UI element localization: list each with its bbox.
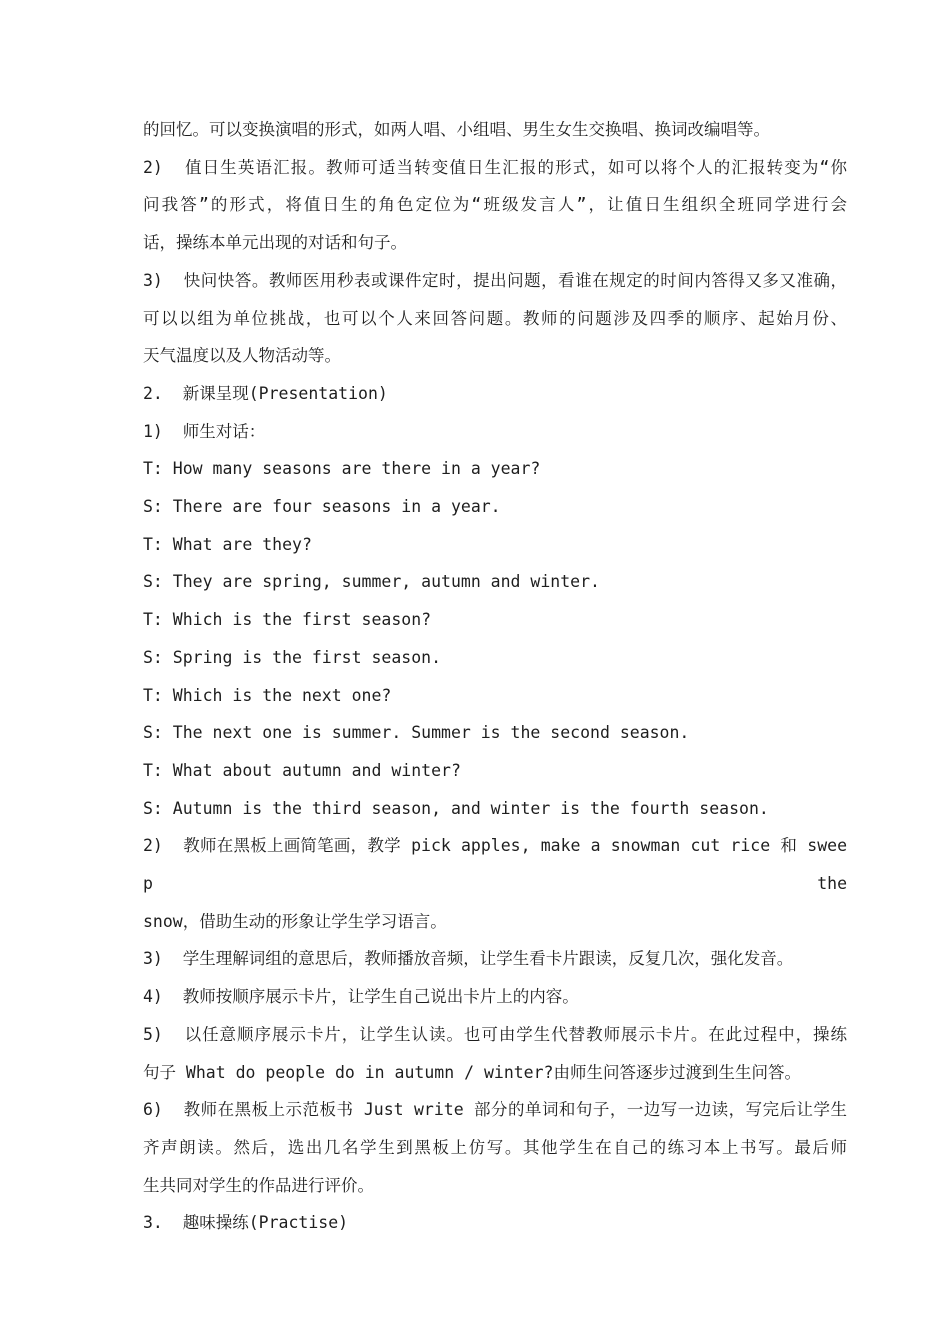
text-line: 问我答”的形式，将值日生的角色定位为“班级发言人”，让值日生组织全班同学进行会 [143,195,847,215]
text-line: 话，操练本单元出现的对话和句子。 [143,233,407,253]
text-line: 3) 学生理解词组的意思后，教师播放音频，让学生看卡片跟读，反复几次，强化发音。 [143,949,794,969]
list-item-heading: 1) 师生对话： [143,421,266,441]
dialogue-line-student: S: Spring is the first season. [143,647,442,667]
dialogue-line-teacher: T: What about autumn and winter? [143,760,461,780]
section-heading-practise: 3. 趣味操练(Practise) [143,1213,349,1233]
document-text-block [143,111,847,1242]
dialogue-line-student: S: They are spring, summer, autumn and winter. [143,572,600,592]
text-line: 生共同对学生的作品进行评价。 [143,1175,374,1195]
text-line: 2) 教师在黑板上画简笔画，教学 pick apples, make a snowman cut rice 和 sweep the [143,836,847,894]
text-line: 齐声朗读。然后，选出几名学生到黑板上仿写。其他学生在自己的练习本上书写。最后师 [143,1137,847,1157]
dialogue-line-student: S: Autumn is the third season, and winter is the fourth season. [143,798,769,818]
text-line: 3) 快问快答。教师医用秒表或课件定时，提出问题，看谁在规定的时间内答得又多又准确， [143,270,847,290]
text-line: 6) 教师在黑板上示范板书 Just write 部分的单词和句子，一边写一边读，写完后让学生 [143,1100,847,1120]
section-heading-presentation: 2. 新课呈现(Presentation) [143,383,388,403]
dialogue-line-student: S: There are four seasons in a year. [143,497,501,517]
dialogue-line-teacher: T: Which is the next one? [143,685,392,705]
text-line: 4) 教师按顺序展示卡片，让学生自己说出卡片上的内容。 [143,987,579,1007]
text-line: 句子 What do people do in autumn / winter?由师生问答逐步过渡到生生问答。 [143,1062,801,1082]
text-line: 的回忆。可以变换演唱的形式，如两人唱、小组唱、男生女生交换唱、换词改编唱等。 [143,120,770,139]
text-line: 5) 以任意顺序展示卡片，让学生认读。也可由学生代替教师展示卡片。在此过程中，操练 [143,1024,847,1044]
dialogue-line-teacher: T: How many seasons are there in a year? [143,459,541,479]
dialogue-line-teacher: T: Which is the first season? [143,610,432,630]
text-line: 天气温度以及人物活动等。 [143,346,341,366]
text-line: snow，借助生动的形象让学生学习语言。 [143,911,447,931]
text-line: 可以以组为单位挑战，也可以个人来回答问题。教师的问题涉及四季的顺序、起始月份、 [143,308,847,328]
dialogue-line-student: S: The next one is summer. Summer is the second season. [143,723,690,743]
dialogue-line-teacher: T: What are they? [143,534,312,554]
text-line: 2) 值日生英语汇报。教师可适当转变值日生汇报的形式，如可以将个人的汇报转变为“你 [143,157,847,177]
